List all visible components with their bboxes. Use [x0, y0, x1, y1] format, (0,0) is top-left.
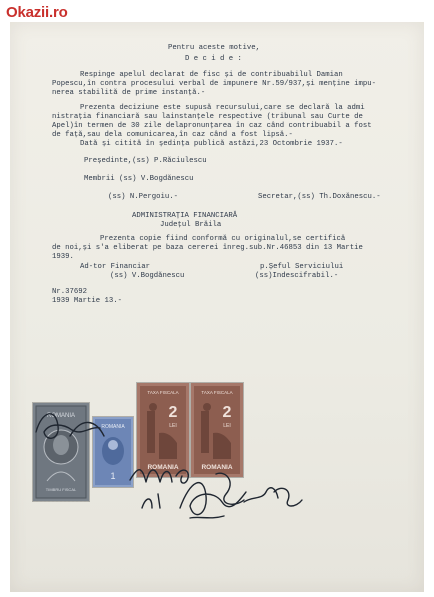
gray-stamp-bottom: TIMBRU FISCAL [45, 487, 77, 492]
document-line: 1939 Martie 13.- [52, 297, 123, 305]
brown-left-top: TAXA FISCALA [147, 390, 179, 395]
document-line: Membrii (ss) V.Bogdănescu [84, 175, 194, 183]
document-line: nistrația financiară sau lainstanțele respective (tribunal sau Curte de [52, 113, 363, 121]
document-line: 1939. [52, 253, 74, 261]
document-line: Președinte,(ss) P.Răciulescu [84, 157, 207, 165]
gray-stamp-top: ROMANIA [46, 413, 76, 419]
document-line: Popescu,în contra procesului verbal de impunere Nr.59/937,și menține impu- [52, 80, 377, 88]
document-line: (ss) N.Pergoiu.- [108, 193, 179, 201]
brown-right-top: TAXA FISCALA [201, 390, 233, 395]
blue-stamp-top: ROMANIA [101, 424, 125, 430]
document-line: Prezenta copie fiind conformă cu originalul,se certifică [100, 235, 346, 243]
document-line: Nr.37692 [52, 288, 88, 296]
document-line: nerea stabilită de prime instanță.- [52, 89, 206, 97]
blue-stamp-value: 1 [110, 471, 116, 481]
document-line: Prezenta deciziune este supusă recursului,care se declară la admi [80, 104, 365, 112]
brown-right-bottom: ROMANIA [201, 464, 233, 471]
document-line: ADMINISTRAȚIA FINANCIARĂ [132, 212, 238, 220]
brown-right-unit: LEI [223, 423, 231, 429]
brown-left-unit: LEI [169, 423, 177, 429]
brown-right-value: 2 [222, 404, 232, 421]
document-line: Respinge apelul declarat de fisc și de contribuabilul Damian [80, 71, 343, 79]
document-line: Secretar,(ss) Th.Doxănescu.- [258, 193, 381, 201]
watermark-suffix: .ro [49, 4, 68, 21]
document-line: Dată și citită în ședința publică astăzi,23 Octombrie 1937.- [80, 140, 343, 148]
watermark-site: Okazii [6, 4, 49, 21]
document-line: Județul Brăila [160, 221, 222, 229]
document-line: Pentru aceste motive, [168, 44, 260, 52]
document-line: de noi,și s'a eliberat pe baza cererei înreg.sub.Nr.46853 din 13 Martie [52, 244, 363, 252]
handwritten-signatures [30, 396, 330, 546]
document-line: (ss) V.Bogdănescu [110, 272, 185, 280]
document-line: (ss)Indescifrabil.- [255, 272, 339, 280]
document-line: D e c i d e : [185, 55, 242, 63]
brown-left-bottom: ROMANIA [147, 464, 179, 471]
document-line: p.Șeful Serviciului [260, 263, 344, 271]
document-line: Ad-tor Financiar [80, 263, 151, 271]
brown-left-value: 2 [168, 404, 178, 421]
okazii-watermark [6, 4, 68, 21]
document-line: de față,sau dela comunicarea,în caz când a fost lipsă.- [52, 131, 293, 139]
document-line: Apel)în termen de 30 zile delapronunțarea în caz când contribuabil a fost [52, 122, 372, 130]
